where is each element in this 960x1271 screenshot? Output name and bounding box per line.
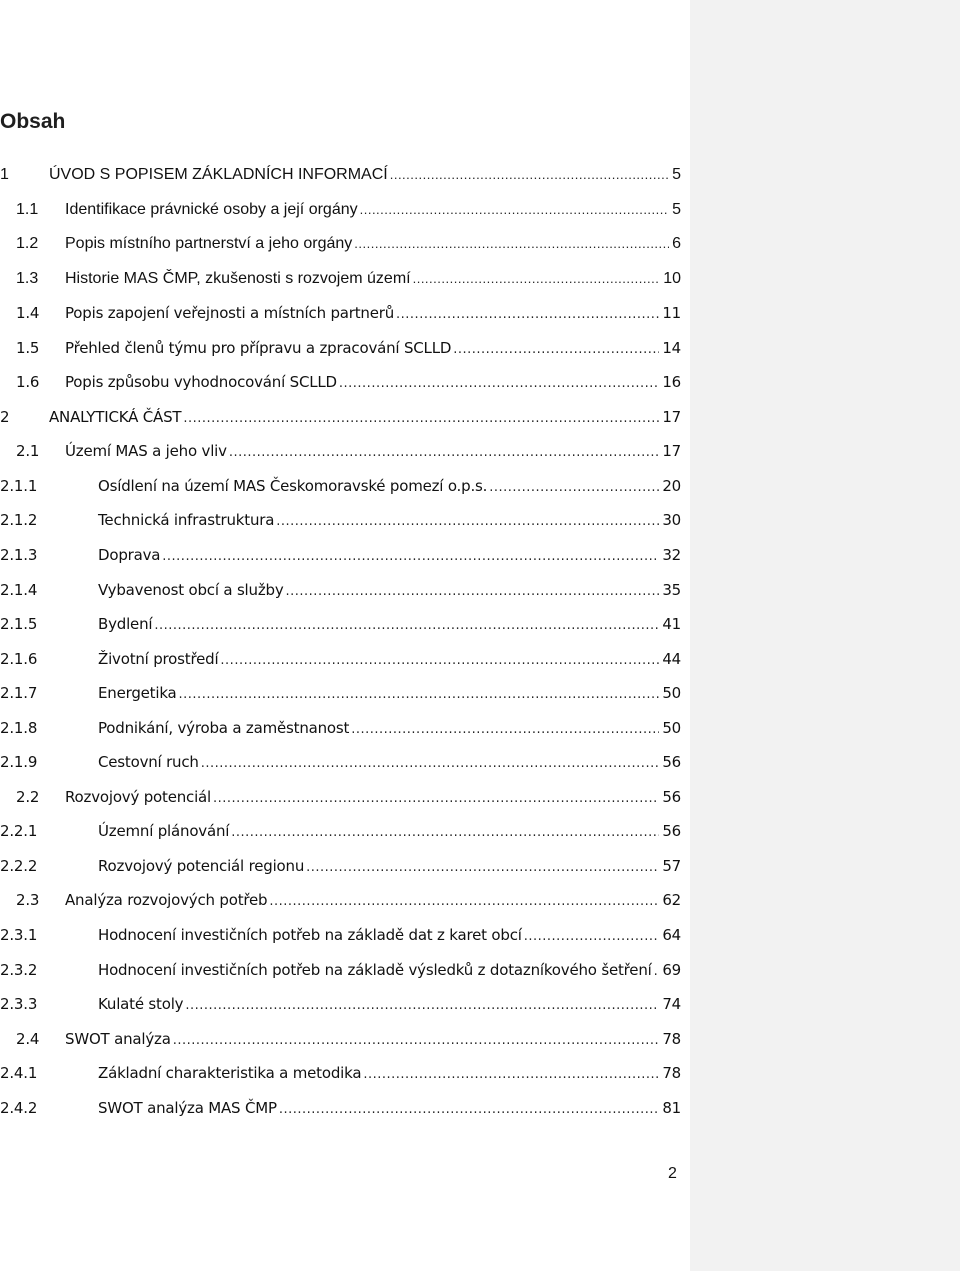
toc-dot-leader: [220, 651, 659, 671]
toc-dot-leader: [201, 754, 660, 774]
toc-dot-leader: [396, 305, 659, 325]
toc-entry[interactable]: [0, 780, 681, 815]
toc-entry-number: 2.1.8: [0, 718, 38, 737]
toc-entry[interactable]: [0, 262, 681, 297]
toc-entry-page-number: 62: [662, 891, 681, 910]
page-number: 2: [668, 1165, 677, 1182]
toc-entry-number: 2.4.1: [0, 1064, 38, 1083]
toc-entry-title-link[interactable]: [98, 1063, 681, 1085]
toc-entry-title-link[interactable]: [98, 683, 681, 705]
toc-entry-label: Hodnocení investičních potřeb na základě výsledků z dotazníkového šetření: [98, 960, 652, 979]
toc-entry[interactable]: [0, 331, 681, 366]
toc-entry-page-number: 56: [662, 787, 681, 806]
toc-entry-page-number: 32: [662, 546, 681, 565]
toc-entry-page-number: 56: [662, 822, 681, 841]
toc-entry[interactable]: [0, 573, 681, 608]
toc-entry-label: ÚVOD S POPISEM ZÁKLADNÍCH INFORMACÍ: [49, 166, 388, 183]
toc-entry-title-link[interactable]: [49, 165, 681, 185]
toc-entry-page-number: 41: [662, 615, 681, 634]
toc-entry-number: 2.1.1: [0, 476, 38, 495]
toc-dot-leader: [185, 996, 659, 1016]
toc-entry[interactable]: [0, 711, 681, 746]
toc-entry-title-link[interactable]: [98, 925, 681, 947]
toc-entry-label: Bydlení: [98, 615, 153, 634]
toc-entry-page-number: 5: [672, 166, 681, 183]
toc-dot-leader: [276, 512, 659, 532]
toc-dot-leader: [231, 823, 659, 843]
toc-entry-page-number: 6: [672, 235, 681, 253]
toc-entry-page-number: 50: [662, 718, 681, 737]
toc-entry-page-number: 20: [662, 476, 681, 495]
toc-entry-number: 1: [0, 166, 9, 183]
toc-dot-leader: [360, 200, 669, 220]
toc-entry-label: Území MAS a jeho vliv: [65, 442, 227, 461]
toc-dot-leader: [351, 720, 659, 740]
toc-dot-leader: [339, 374, 659, 394]
toc-dot-leader: [154, 616, 659, 636]
toc-entry[interactable]: [0, 676, 681, 711]
toc-entry-title-link[interactable]: [65, 890, 681, 912]
toc-entry-title-link[interactable]: [65, 1029, 681, 1051]
toc-entry-title-link[interactable]: [98, 718, 681, 740]
comment-margin-panel: [690, 0, 960, 1271]
toc-entry-page-number: 64: [662, 926, 681, 945]
toc-dot-leader: [179, 685, 660, 705]
toc-entry-title-link[interactable]: [65, 200, 681, 220]
toc-entry-number: 1.1: [16, 200, 39, 218]
toc-entry-number: 2.1.6: [0, 649, 38, 668]
toc-entry-label: Podnikání, výroba a zaměstnanost: [98, 718, 350, 737]
toc-entry-number: 2.2: [16, 787, 40, 806]
toc-entry[interactable]: [0, 1056, 681, 1091]
toc-entry[interactable]: [0, 953, 681, 988]
toc-entry-label: Kulaté stoly: [98, 995, 184, 1014]
toc-entry-number: 2.2.2: [0, 856, 38, 875]
toc-dot-leader: [363, 1065, 659, 1085]
toc-entry-label: Technická infrastruktura: [98, 511, 275, 530]
toc-entry-title-link[interactable]: [65, 787, 681, 809]
toc-entry-title-link[interactable]: [98, 580, 681, 602]
toc-entry[interactable]: [0, 918, 681, 953]
toc-entry-label: ANALYTICKÁ ČÁST: [49, 407, 182, 426]
toc-entry-label: Územní plánování: [98, 822, 230, 841]
toc-entry-title-link[interactable]: [65, 338, 681, 360]
toc-dot-leader: [286, 582, 660, 602]
toc-entry[interactable]: [0, 400, 681, 435]
toc-entry-label: Přehled členů týmu pro přípravu a zpracování SCLLD: [65, 338, 452, 357]
toc-entry-title-link[interactable]: [98, 614, 681, 636]
toc-entry-number: 2.3: [16, 891, 40, 910]
toc-entry[interactable]: [0, 538, 681, 573]
toc-entry-label: Základní charakteristika a metodika: [98, 1064, 362, 1083]
toc-entry-label: Rozvojový potenciál regionu: [98, 856, 305, 875]
toc-entry-title-link[interactable]: [98, 649, 681, 671]
toc-entry-page-number: 16: [662, 373, 681, 392]
toc-entry-label: Životní prostředí: [98, 649, 219, 668]
toc-entry-title-link[interactable]: [65, 372, 681, 394]
toc-entry-label: Cestovní ruch: [98, 753, 199, 772]
toc-entry-title-link[interactable]: [65, 441, 681, 463]
toc-dot-leader: [413, 269, 661, 289]
toc-entry-number: 1.5: [16, 338, 40, 357]
toc-entry[interactable]: [0, 1022, 681, 1057]
toc-entry-page-number: 30: [662, 511, 681, 530]
toc-entry-label: Vybavenost obcí a služby: [98, 580, 284, 599]
toc-dot-leader: [269, 892, 659, 912]
toc-entry-page-number: 57: [662, 856, 681, 875]
toc-entry-label: Popis způsobu vyhodnocování SCLLD: [65, 373, 337, 392]
toc-entry-number: 2.2.1: [0, 822, 38, 841]
toc-entry-page-number: 17: [662, 407, 681, 426]
toc-entry[interactable]: [0, 158, 681, 193]
toc-dot-leader: [524, 927, 660, 947]
toc-entry-page-number: 44: [662, 649, 681, 668]
toc-entry-label: SWOT analýza MAS ČMP: [98, 1098, 277, 1117]
toc-entry-number: 1.2: [16, 235, 39, 253]
toc-entry-page-number: 17: [662, 442, 681, 461]
toc-entry-title-link[interactable]: [98, 856, 681, 878]
toc-entry-number: 2.4: [16, 1029, 40, 1048]
toc-entry-number: 2.1.2: [0, 511, 38, 530]
toc-entry-page-number: 78: [662, 1064, 681, 1083]
toc-entry-number: 2.3.3: [0, 995, 38, 1014]
toc-entry-page-number: 81: [662, 1098, 681, 1117]
toc-entry-label: SWOT analýza: [65, 1029, 171, 1048]
toc-entry-number: 2.4.2: [0, 1098, 38, 1117]
toc-entry-number: 2.1.4: [0, 580, 38, 599]
toc-entry-label: Analýza rozvojových potřeb: [65, 891, 268, 910]
toc-entry-title-link[interactable]: [98, 821, 681, 843]
toc-entry-number: 1.6: [16, 373, 40, 392]
toc-entry-number: 2.1: [16, 442, 40, 461]
toc-entry[interactable]: [0, 642, 681, 677]
toc-dot-leader: [173, 1031, 660, 1051]
toc-entry-title-link[interactable]: [98, 752, 681, 774]
toc-entry-label: Energetika: [98, 684, 177, 703]
toc-entry-number: 2.1.7: [0, 684, 38, 703]
toc-entry[interactable]: [0, 503, 681, 538]
toc-entry-number: 1.4: [16, 304, 40, 323]
toc-entry[interactable]: [0, 987, 681, 1022]
toc-entry-label: Osídlení na území MAS Českomoravské pomezí o.p.s.: [98, 476, 488, 495]
toc-entry-label: Historie MAS ČMP, zkušenosti s rozvojem území: [65, 269, 411, 287]
toc-entry-page-number: 56: [662, 753, 681, 772]
toc-entry-title-link[interactable]: [98, 994, 681, 1016]
toc-entry[interactable]: [0, 365, 681, 400]
toc-entry[interactable]: [0, 469, 681, 504]
toc-entry-page-number: 10: [663, 269, 681, 287]
toc-entry[interactable]: [0, 883, 681, 918]
toc-entry-label: Rozvojový potenciál: [65, 787, 212, 806]
toc-entry-page-number: 35: [662, 580, 681, 599]
toc-dot-leader: [390, 165, 669, 185]
toc-entry-title-link[interactable]: [98, 476, 681, 498]
toc-entry-title-link[interactable]: [65, 269, 681, 289]
toc-entry[interactable]: [0, 193, 681, 228]
toc-entry-label: Identifikace právnické osoby a její orgány: [65, 200, 358, 218]
toc-entry-title-link[interactable]: [65, 234, 681, 254]
toc-dot-leader: [489, 478, 659, 498]
toc-heading: Obsah: [0, 110, 66, 133]
toc-entry-title-link[interactable]: [65, 303, 681, 325]
toc-dot-leader: [162, 547, 659, 567]
toc-dot-leader: [213, 789, 659, 809]
toc-dot-leader: [354, 234, 669, 254]
toc-entry-page-number: 14: [662, 338, 681, 357]
toc-dot-leader: [306, 858, 659, 878]
toc-entry-title-link[interactable]: [98, 510, 681, 532]
toc-entry-number: 2.3.1: [0, 926, 38, 945]
toc-entry-number: 2.1.9: [0, 753, 38, 772]
toc-entry-number: 2.1.3: [0, 546, 38, 565]
toc-entry-page-number: 69: [662, 960, 681, 979]
toc-entry[interactable]: [0, 607, 681, 642]
toc-entry[interactable]: [0, 814, 681, 849]
toc-entry-title-link[interactable]: [98, 960, 681, 982]
toc-entry-label: Hodnocení investičních potřeb na základě dat z karet obcí: [98, 926, 522, 945]
toc-dot-leader: [229, 443, 659, 463]
toc-entry-number: 1.3: [16, 269, 39, 287]
toc-entry[interactable]: [0, 296, 681, 331]
toc-entry[interactable]: [0, 745, 681, 780]
toc-entry[interactable]: [0, 434, 681, 469]
toc-entry-number: 2.1.5: [0, 615, 38, 634]
toc-entry-number: 2: [0, 407, 10, 426]
toc-dot-leader: [183, 409, 659, 429]
toc-entry-title-link[interactable]: [98, 1098, 681, 1120]
toc-dot-leader: [279, 1100, 659, 1120]
toc-entry-number: 2.3.2: [0, 960, 38, 979]
toc-entry[interactable]: [0, 849, 681, 884]
toc-entry[interactable]: [0, 1091, 681, 1126]
toc-entry-label: Popis zapojení veřejnosti a místních partnerů: [65, 304, 395, 323]
toc-entry-page-number: 50: [662, 684, 681, 703]
toc-entry-page-number: 74: [662, 995, 681, 1014]
toc-entry-label: Popis místního partnerství a jeho orgány: [65, 235, 353, 253]
toc-dot-leader: [453, 340, 659, 360]
toc-entry-label: Doprava: [98, 546, 161, 565]
toc-entry-page-number: 78: [662, 1029, 681, 1048]
table-of-contents: [0, 158, 681, 1125]
toc-entry[interactable]: [0, 227, 681, 262]
toc-entry-title-link[interactable]: [98, 545, 681, 567]
toc-entry-title-link[interactable]: [49, 407, 681, 429]
toc-entry-page-number: 5: [672, 200, 681, 218]
toc-entry-page-number: 11: [662, 304, 681, 323]
